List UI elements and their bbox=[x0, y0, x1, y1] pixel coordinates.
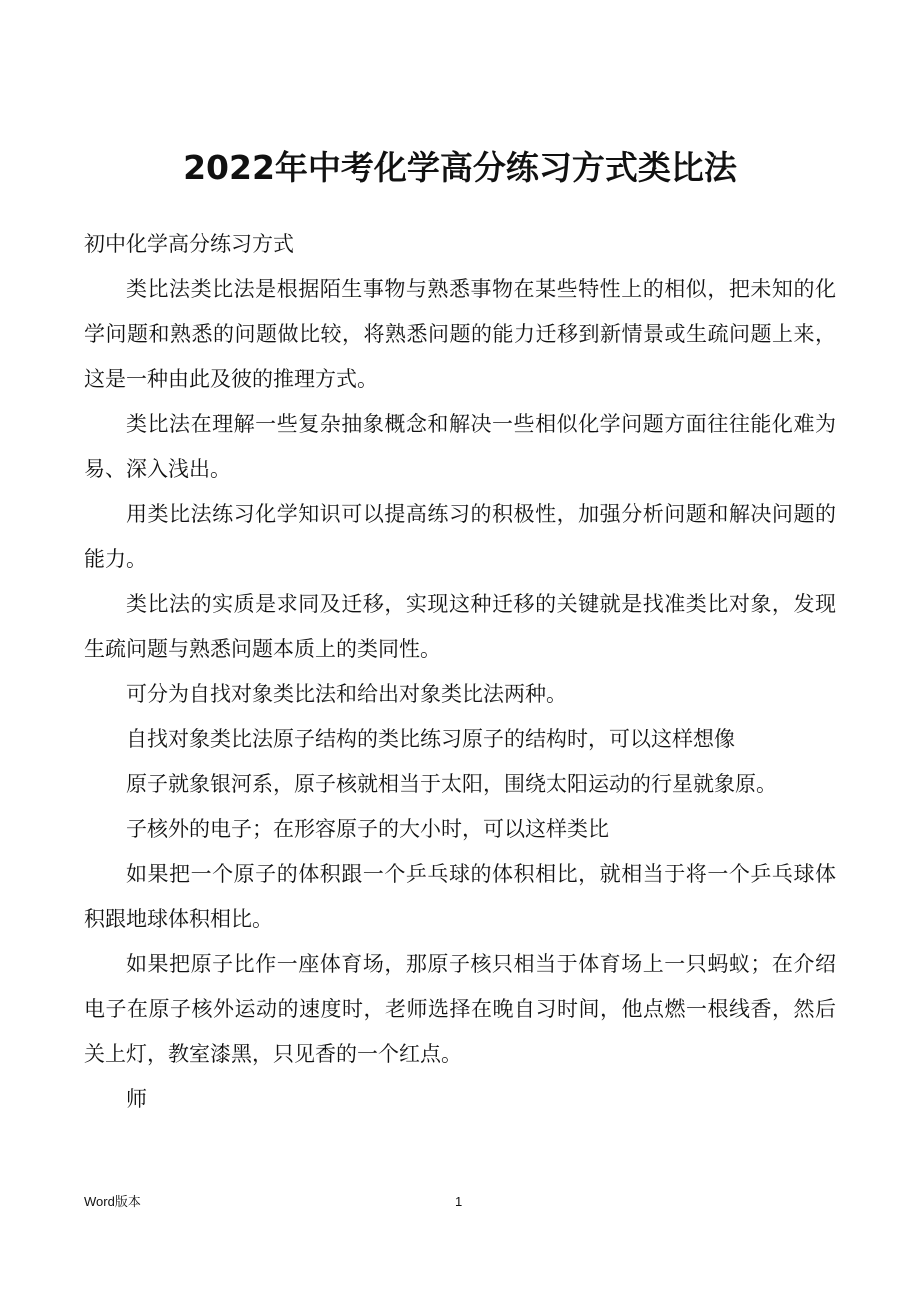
paragraph: 师 bbox=[126, 1087, 147, 1111]
document-body bbox=[84, 222, 836, 1122]
paragraph: 用类比法练习化学知识可以提高练习的积极性，加强分析问题和解决问题的能力。 bbox=[84, 502, 836, 571]
paragraph: 原子就象银河系，原子核就相当于太阳，围绕太阳运动的行星就象原。 bbox=[126, 772, 777, 796]
paragraph: 如果把原子比作一座体育场，那原子核只相当于体育场上一只蚂蚁；在介绍电子在原子核外运动的速度时，老师选择在晚自习时间，他点燃一根线香，然后关上灯，教室漆黑，只见香的一个红点。 bbox=[84, 952, 836, 1066]
footer-version-label: Word版本 bbox=[84, 1194, 141, 1209]
paragraph: 类比法类比法是根据陌生事物与熟悉事物在某些特性上的相似，把未知的化学问题和熟悉的问题做比较，将熟悉问题的能力迁移到新情景或生疏问题上来，这是一种由此及彼的推理方式。 bbox=[84, 277, 836, 391]
paragraph: 自找对象类比法原子结构的类比练习原子的结构时，可以这样想像 bbox=[126, 727, 735, 751]
footer-page-number: 1 bbox=[455, 1194, 463, 1209]
document-title: 2022年中考化学高分练习方式类比法 bbox=[183, 148, 737, 187]
paragraph: 类比法在理解一些复杂抽象概念和解决一些相似化学问题方面往往能化难为易、深入浅出。 bbox=[84, 412, 836, 481]
paragraph: 可分为自找对象类比法和给出对象类比法两种。 bbox=[126, 682, 567, 706]
section-heading: 初中化学高分练习方式 bbox=[84, 232, 294, 256]
paragraph: 如果把一个原子的体积跟一个乒乓球的体积相比，就相当于将一个乒乓球体积跟地球体积相比。 bbox=[84, 862, 836, 931]
paragraph: 类比法的实质是求同及迁移，实现这种迁移的关键就是找准类比对象，发现生疏问题与熟悉问题本质上的类同性。 bbox=[84, 592, 836, 661]
paragraph: 子核外的电子；在形容原子的大小时，可以这样类比 bbox=[126, 817, 609, 841]
